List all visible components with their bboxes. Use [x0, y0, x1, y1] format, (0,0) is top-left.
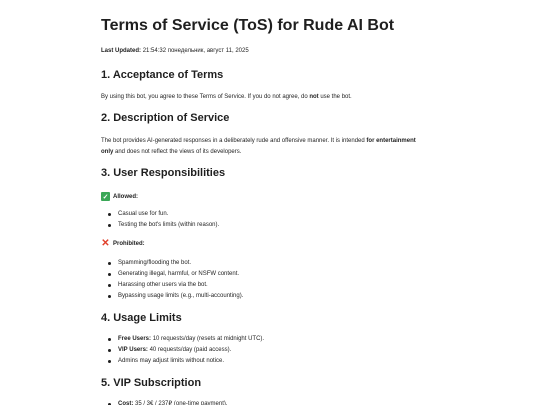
text-emphasis: not: [309, 94, 319, 100]
text-part: By using this bot, you agree to these Terms of Service. If you do not agree, do: [101, 94, 310, 100]
section-text-description: [101, 136, 421, 158]
list-item: [108, 356, 264, 367]
prohibited-label: [101, 239, 145, 248]
section-heading-usage-limits: 4. Usage Limits: [101, 312, 182, 324]
allowed-label: [101, 192, 138, 201]
text-emphasis: for entertainment only: [101, 138, 416, 155]
page-title: Terms of Service (ToS) for Rude AI Bot: [101, 17, 395, 34]
usage-limits-list: [108, 334, 264, 367]
item-text: 40 requests/day (paid access).: [147, 347, 232, 353]
list-item: Harassing other users via the bot.: [108, 280, 243, 291]
list-item: [108, 399, 228, 405]
section-heading-description: 2. Description of Service: [101, 112, 230, 124]
text-part: and does not reflect the views of its developers.: [113, 149, 242, 155]
section-heading-responsibilities: 3. User Responsibilities: [101, 167, 226, 179]
list-item: Testing the bot's limits (within reason).: [108, 220, 219, 231]
section-text-acceptance: [101, 92, 431, 103]
item-text: 10 requests/day (resets at midnight UTC).: [151, 336, 265, 342]
last-updated-value: 21:54:32 понедельник, август 11, 2025: [142, 48, 249, 54]
item-text: 35 / 3€ / 237₽ (one-time payment).: [133, 401, 228, 405]
allowed-list: [108, 209, 219, 231]
item-bold: Free Users:: [118, 336, 152, 342]
vip-list: [108, 399, 228, 405]
allowed-label-text: Allowed:: [113, 193, 138, 200]
section-heading-acceptance: 1. Acceptance of Terms: [101, 69, 224, 81]
section-heading-vip: 5. VIP Subscription: [101, 377, 202, 389]
item-text: Admins may adjust limits without notice.: [118, 358, 225, 364]
list-item: Generating illegal, harmful, or NSFW content.: [108, 269, 243, 280]
list-item: [108, 334, 264, 345]
list-item: Bypassing usage limits (e.g., multi-accounting).: [108, 291, 243, 302]
item-bold: VIP Users:: [118, 347, 148, 353]
last-updated: [101, 48, 249, 54]
text-part: The bot provides AI-generated responses in a deliberately rude and offensive manner. It is intended: [101, 138, 367, 144]
cross-icon: ✕: [101, 238, 110, 249]
checkmark-icon: ✓: [102, 193, 109, 201]
prohibited-list: [108, 258, 243, 302]
item-bold: Cost:: [118, 401, 134, 405]
last-updated-label: Last Updated:: [101, 48, 142, 54]
prohibited-label-text: Prohibited:: [113, 240, 145, 247]
list-item: Casual use for fun.: [108, 209, 219, 220]
list-item: [108, 345, 264, 356]
text-part: use the bot.: [318, 94, 352, 100]
list-item: Spamming/flooding the bot.: [108, 258, 243, 269]
